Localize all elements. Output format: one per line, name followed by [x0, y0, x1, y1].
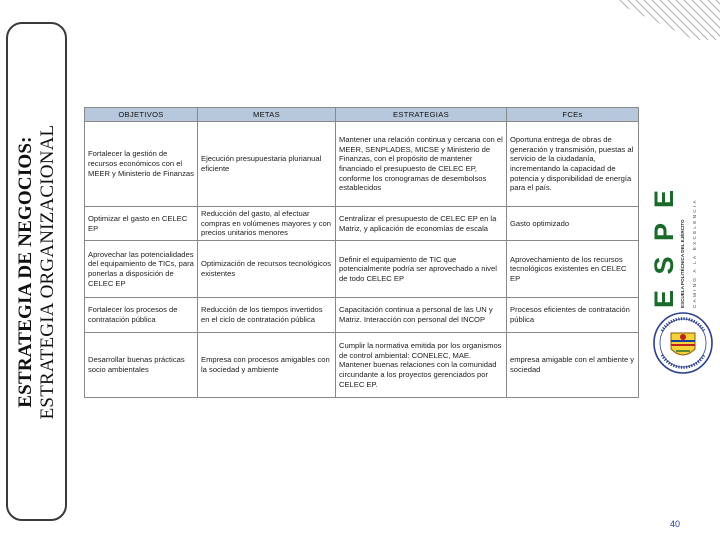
espe-logo-motto: CAMINO A LA EXCELENCIA: [692, 198, 697, 308]
cell-fce: Oportuna entrega de obras de generación y transmisión, puestas al servicio de la ciudadanía, incrementando la capacidad de potencia y disponibilidad de energía para el país.: [507, 122, 639, 207]
page-number: 40: [670, 519, 681, 529]
vertical-title-panel: [6, 22, 67, 521]
cell-estrategia: Capacitación continua a personal de las UN y Matriz. Interacción con personal del INCOP: [336, 298, 507, 333]
cell-meta: Ejecución presupuestaria plurianual eficiente: [198, 122, 336, 207]
table-row: [85, 122, 639, 207]
espe-logo-subtitle: ESCUELA POLITÉCNICA DEL EJÉRCITO: [680, 219, 685, 308]
slide-title: [15, 24, 59, 519]
strategy-table: [84, 107, 639, 398]
table-row: [85, 298, 639, 333]
cell-objetivo: Fortalecer los procesos de contratación pública: [85, 298, 198, 333]
header-fces: FCEs: [507, 108, 639, 122]
table-row: [85, 333, 639, 398]
cell-estrategia: Cumplir la normativa emitida por los organismos de control ambiental: CONELEC, MAE. Mantener buenas relaciones con la comunidad circundante a los proyectos gerenciados por CELEC EP.: [336, 333, 507, 398]
cell-objetivo: Optimizar el gasto en CELEC EP: [85, 207, 198, 241]
strategy-table-container: [84, 107, 638, 398]
institution-seal-icon: [652, 311, 714, 375]
cell-estrategia: Centralizar el presupuesto de CELEC EP en la Matriz, y aplicación de economías de escala: [336, 207, 507, 241]
table-row: [85, 241, 639, 298]
table-row: [85, 207, 639, 241]
cell-fce: empresa amigable con el ambiente y sociedad: [507, 333, 639, 398]
cell-objetivo: Fortalecer la gestión de recursos económicos con el MEER y Ministerio de Finanzas: [85, 122, 198, 207]
cell-meta: Reducción de los tiempos invertidos en el ciclo de contratación pública: [198, 298, 336, 333]
cell-fce: Procesos eficientes de contratación pública: [507, 298, 639, 333]
cell-objetivo: Desarrollar buenas prácticas socio ambientales: [85, 333, 198, 398]
decorative-corner-stripes: [610, 0, 720, 52]
cell-meta: Empresa con procesos amigables con la sociedad y ambiente: [198, 333, 336, 398]
espe-logo-letters: E S P E: [649, 185, 679, 308]
cell-meta: Reducción del gasto, al efectuar compras en volúmenes mayores y con precios unitarios menores: [198, 207, 336, 241]
cell-objetivo: Aprovechar las potencialidades del equipamiento de TICs, para ponerlas a disposición de CELEC EP: [85, 241, 198, 298]
title-line-2: ESTRATEGIA ORGANIZACIONAL: [36, 124, 58, 419]
table-header-row: [85, 108, 639, 122]
cell-estrategia: Mantener una relación continua y cercana con el MEER, SENPLADES, MICSE y Ministerio de Finanzas, con el propósito de mantener financiado el presupuesto de CELEC EP, conforme los cronogramas de desembolsos establecidos: [336, 122, 507, 207]
cell-fce: Aprovechamiento de los recursos tecnológicos existentes en CELEC EP: [507, 241, 639, 298]
espe-logo: [650, 183, 716, 308]
header-metas: METAS: [198, 108, 336, 122]
cell-meta: Optimización de recursos tecnológicos existentes: [198, 241, 336, 298]
cell-estrategia: Definir el equipamiento de TIC que potencialmente podría ser aprovechado a nivel de todo CELEC EP: [336, 241, 507, 298]
title-line-1: ESTRATEGIA DE NEGOCIOS:: [14, 135, 36, 408]
header-objetivos: OBJETIVOS: [85, 108, 198, 122]
cell-fce: Gasto optimizado: [507, 207, 639, 241]
header-estrategias: ESTRATEGIAS: [336, 108, 507, 122]
